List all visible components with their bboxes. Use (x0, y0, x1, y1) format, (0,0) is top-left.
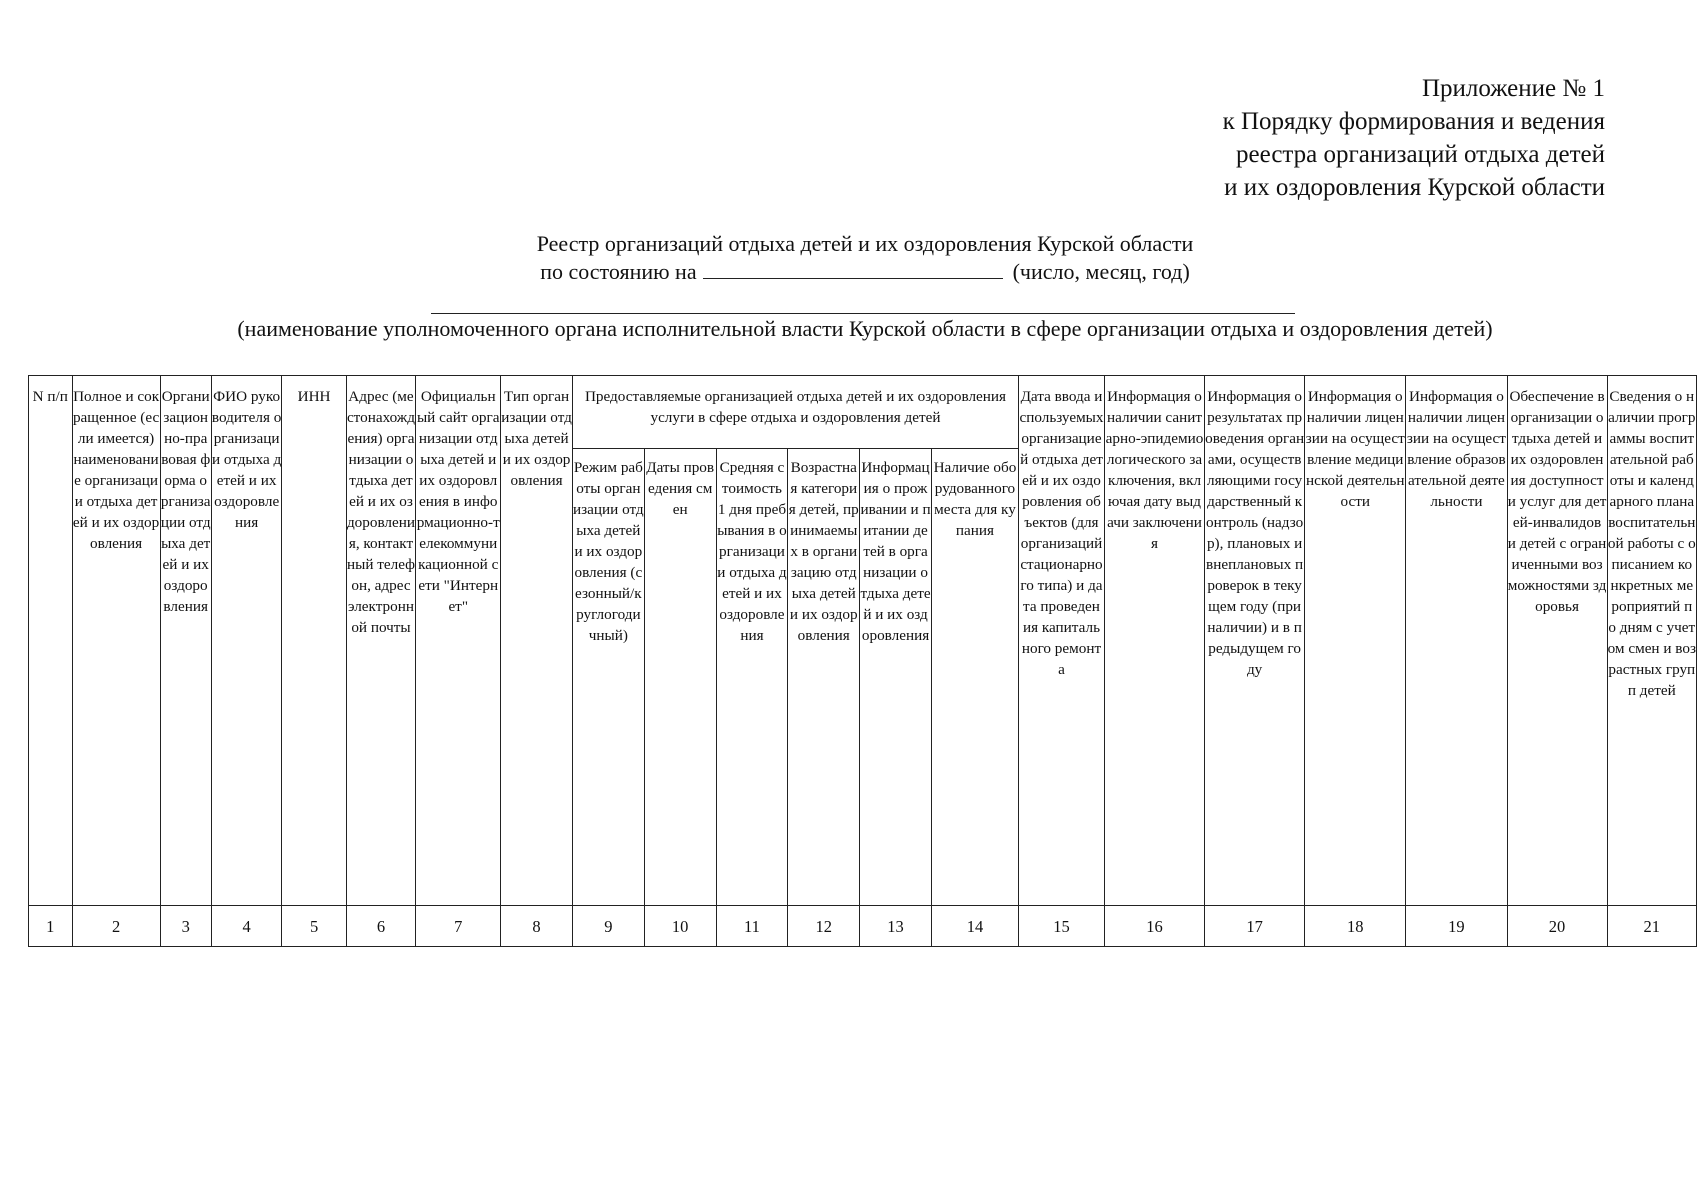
document-title (0, 230, 1697, 286)
title-line: Реестр организаций отдыха детей и их оздоровления Курской области (536, 231, 1194, 256)
col-header-2: Полное и сокращенное (если имеется) наименование организации отдыха детей и их оздоровления (72, 376, 160, 906)
col-number-5: 5 (282, 906, 346, 947)
col-header-12: Возрастная категория детей, принимаемых в организацию отдыха детей и их оздоровления (788, 449, 860, 906)
col-header-3: Организационно-правовая форма организации отдыха детей и их оздоровления (160, 376, 211, 906)
col-number-11: 11 (716, 906, 788, 947)
col-number-3: 3 (160, 906, 211, 947)
col-header-10: Даты проведения смен (644, 449, 716, 906)
col-header-9: Режим работы организации отдыха детей и их оздоровления (сезонный/круглогодичный) (572, 449, 644, 906)
col-number-4: 4 (211, 906, 282, 947)
col-header-13: Информация о проживании и питании детей в организации отдыха детей и их оздоровления (860, 449, 932, 906)
org-caption: (наименование уполномоченного органа исполнительной власти Курской области в сфере организации отдыха и оздоровления детей) (237, 316, 1493, 341)
appendix-line-2: к Порядку формирования и ведения (1222, 108, 1605, 135)
col-header-8: Тип организации отдыха детей и их оздоровления (501, 376, 573, 906)
col-header-5: ИНН (282, 376, 346, 906)
registry-table (28, 375, 1697, 947)
col-number-20: 20 (1507, 906, 1607, 947)
col-number-18: 18 (1305, 906, 1406, 947)
col-header-11: Средняя стоимость 1 дня пребывания в организации отдыха детей и их оздоровления (716, 449, 788, 906)
col-number-17: 17 (1205, 906, 1305, 947)
date-suffix: (число, месяц, год) (1012, 259, 1190, 284)
col-header-4: ФИО руководителя организации отдыха детей и их оздоровления (211, 376, 282, 906)
header-row (29, 376, 1697, 449)
appendix-header (1223, 72, 1605, 204)
col-number-16: 16 (1104, 906, 1204, 947)
col-header-1: N п/п (29, 376, 73, 906)
column-number-row (29, 906, 1697, 947)
col-header-14: Наличие оборудованного места для купания (931, 449, 1018, 906)
col-number-8: 8 (501, 906, 573, 947)
group-header-services: Предоставляемые организацией отдыха детей и их оздоровления услуги в сфере отдыха и оздоровления детей (572, 376, 1018, 449)
col-header-7: Официальный сайт организации отдыха детей и их оздоровления в информационно-телекоммуникационной сети "Интернет" (416, 376, 501, 906)
col-number-15: 15 (1019, 906, 1105, 947)
appendix-line-1: Приложение № 1 (1421, 75, 1605, 102)
col-number-13: 13 (860, 906, 932, 947)
date-prefix: по состоянию на (540, 259, 697, 284)
col-number-21: 21 (1607, 906, 1696, 947)
col-number-1: 1 (29, 906, 73, 947)
col-header-6: Адрес (местонахождения) организации отдыха детей и их оздоровления, контактный телефон, адрес электронной почты (346, 376, 416, 906)
col-number-2: 2 (72, 906, 160, 947)
org-name-blank-line (431, 313, 1295, 314)
col-header-16: Информация о наличии санитарно-эпидемиологического заключения, включая дату выдачи заключения (1104, 376, 1204, 906)
col-number-9: 9 (572, 906, 644, 947)
appendix-line-3: реестра организаций отдыха детей (1236, 141, 1605, 168)
col-number-19: 19 (1406, 906, 1507, 947)
date-blank-field (703, 260, 1003, 279)
col-number-12: 12 (788, 906, 860, 947)
col-number-7: 7 (416, 906, 501, 947)
col-header-21: Сведения о наличии программы воспитательной работы и календарного плана воспитательной работы с описанием конкретных мероприятий по дням с учетом смен и возрастных групп детей (1607, 376, 1696, 906)
col-header-20: Обеспечение в организации отдыха детей и их оздоровления доступности услуг для детей-инвалидов и детей с ограниченными возможностями здоровья (1507, 376, 1607, 906)
col-number-10: 10 (644, 906, 716, 947)
col-number-6: 6 (346, 906, 416, 947)
col-header-18: Информация о наличии лицензии на осуществление медицинской деятельности (1305, 376, 1406, 906)
col-header-19: Информация о наличии лицензии на осуществление образовательной деятельности (1406, 376, 1507, 906)
appendix-line-4: и их оздоровления Курской области (1224, 174, 1605, 201)
date-line (0, 258, 1697, 286)
col-number-14: 14 (931, 906, 1018, 947)
col-header-15: Дата ввода используемых организацией отдыха детей и их оздоровления объектов (для организаций стационарного типа) и дата проведения капитального ремонта (1019, 376, 1105, 906)
col-header-17: Информация о результатах проведения органами, осуществляющими государственный контроль (надзор), плановых и внеплановых проверок в текущем году (при наличии) и в предыдущем году (1205, 376, 1305, 906)
